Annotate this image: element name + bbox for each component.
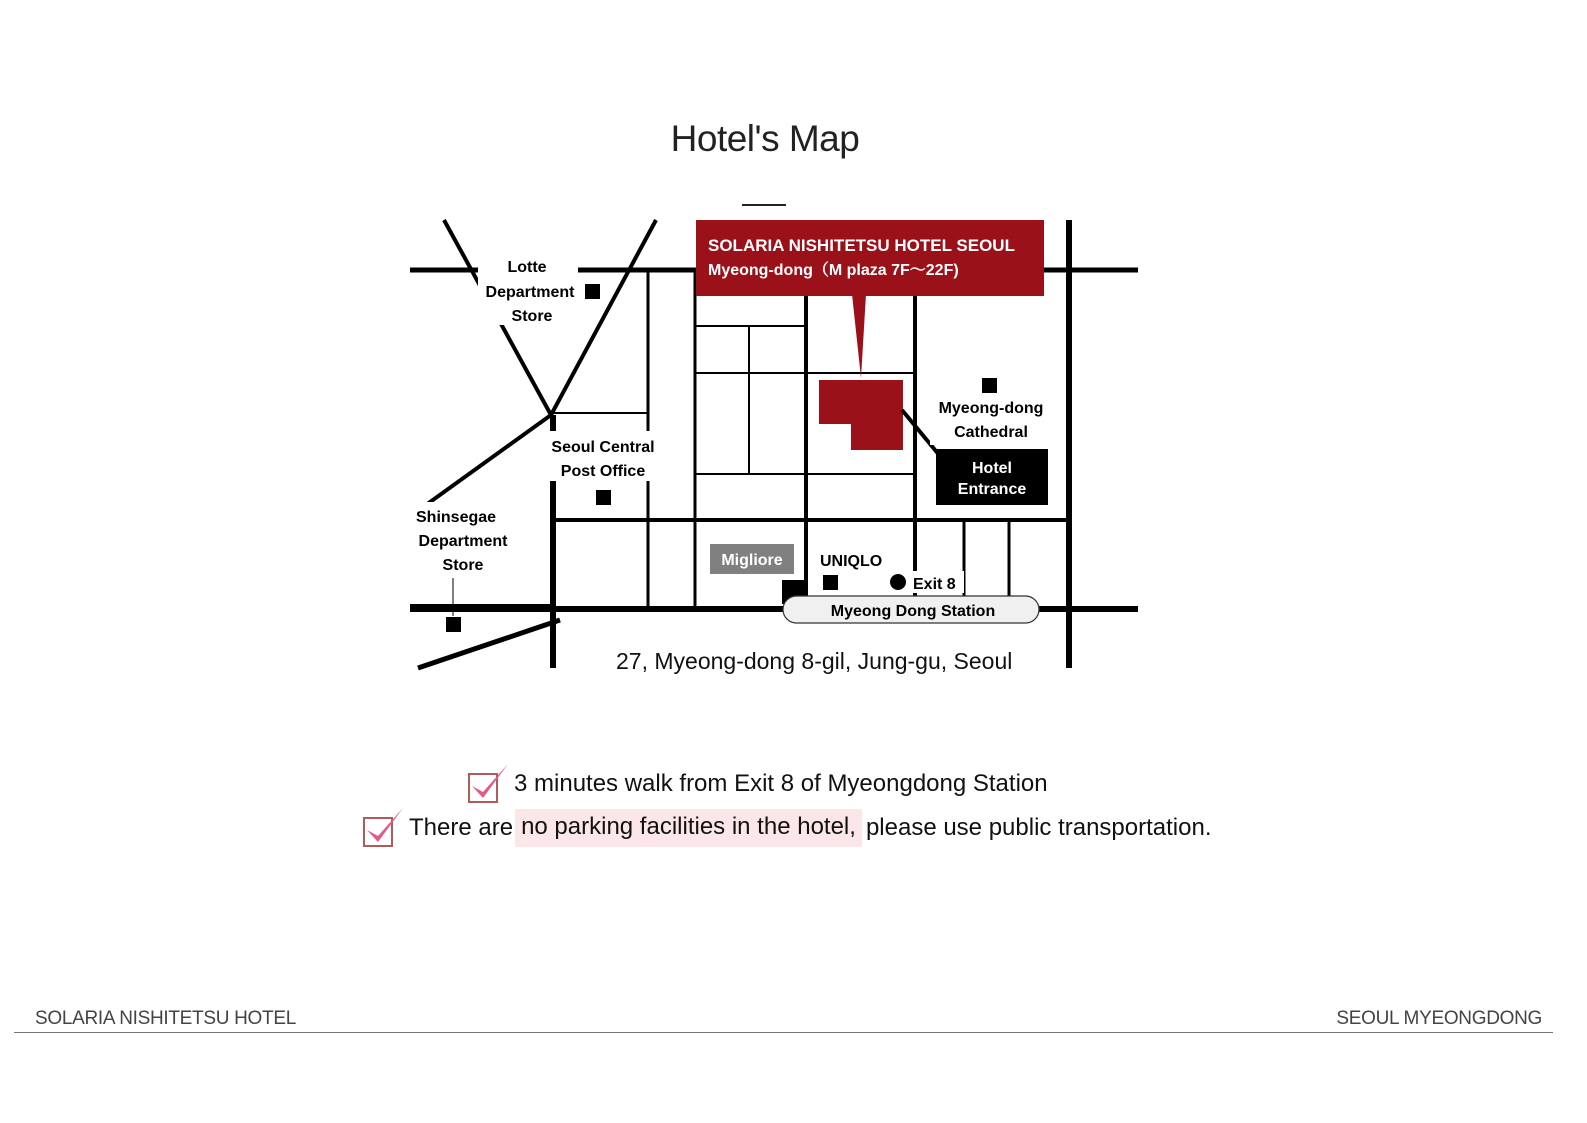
hotel-banner	[696, 220, 1044, 296]
hotel-banner-location: Myeong-dong（M plaza 7F～22F)	[708, 262, 959, 279]
lotte-label: Department	[485, 284, 575, 301]
uniqlo-marker	[823, 575, 838, 590]
note-parking-text-before: There are	[409, 814, 514, 841]
checkbox-check-icon	[466, 762, 510, 806]
hotel-building	[819, 380, 903, 450]
migliore-label: Migliore	[721, 552, 783, 569]
post-office-label: Seoul Central	[551, 439, 655, 456]
footer-hotel-name: SOLARIA NISHITETSU HOTEL	[35, 1008, 296, 1029]
cathedral-label: Cathedral	[954, 424, 1028, 441]
hotel-banner-pointer	[852, 294, 866, 378]
page-title: Hotel's Map	[670, 118, 860, 159]
uniqlo-label: UNIQLO	[820, 553, 883, 570]
road-diagonal-bottom	[418, 620, 560, 668]
lotte-marker	[585, 284, 600, 299]
hotel-address: 27, Myeong-dong 8-gil, Jung-gu, Seoul	[616, 648, 1013, 674]
note-walk	[466, 762, 1048, 806]
hotel-entrance-label: Entrance	[957, 481, 1027, 498]
note-parking	[361, 806, 1212, 850]
footer-location: SEOUL MYEONGDONG	[1336, 1008, 1542, 1029]
hotel-map	[400, 212, 1160, 682]
shinsegae-label: Shinsegae	[416, 509, 497, 526]
title-divider	[742, 204, 786, 206]
map-drawing	[400, 212, 1160, 682]
note-parking-highlight: no parking facilities in the hotel,	[515, 809, 862, 847]
station-label: Myeong Dong Station	[830, 603, 996, 620]
shinsegae-marker	[446, 617, 461, 632]
lotte-label: Lotte	[507, 259, 547, 276]
cathedral-marker	[982, 378, 997, 393]
post-office-label: Post Office	[560, 463, 646, 480]
exit-label: Exit 8	[913, 576, 956, 593]
hotel-banner-name: SOLARIA NISHITETSU HOTEL SEOUL	[708, 236, 1015, 255]
exit-8-marker	[890, 574, 906, 590]
footer-divider	[14, 1032, 1553, 1033]
checkbox-check-icon	[361, 806, 405, 850]
post-office-marker	[596, 490, 611, 505]
note-parking-text-after: please use public transportation.	[865, 814, 1212, 841]
lotte-label: Store	[511, 308, 553, 325]
shinsegae-label: Department	[418, 533, 508, 550]
hotel-entrance-label: Hotel	[972, 460, 1012, 477]
cathedral-label: Myeong-dong	[938, 400, 1044, 417]
shinsegae-label: Store	[442, 557, 484, 574]
note-walk-text: 3 minutes walk from Exit 8 of Myeongdong Station	[514, 770, 1048, 797]
road-diagonal-southwest	[412, 415, 551, 515]
